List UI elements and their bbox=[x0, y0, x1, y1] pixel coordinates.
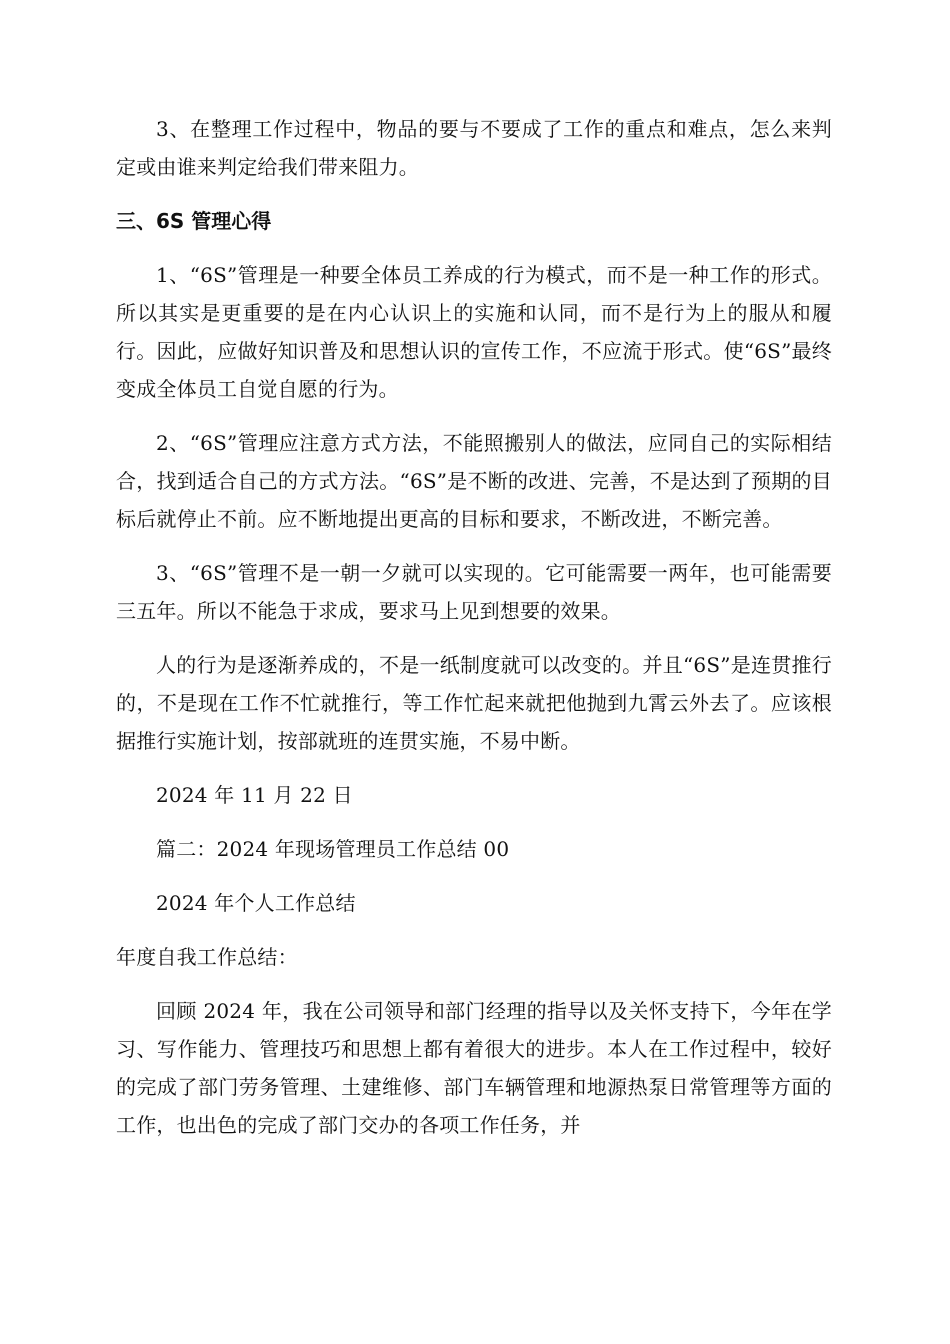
paragraph-insight-1: 1、“6S”管理是一种要全体员工养成的行为模式，而不是一种工作的形式。所以其实是更重要的是在内心认识上的实施和认同，而不是行为上的服从和履行。因此，应做好知识普及和思想认识的宣传工作，不应流于形式。使“6S”最终变成全体员工自觉自愿的行为。 bbox=[116, 263, 832, 401]
document-page bbox=[116, 110, 832, 1144]
paragraph-insight-3: 3、“6S”管理不是一朝一夕就可以实现的。它可能需要一两年，也可能需要三五年。所以不能急于求成，要求马上见到想要的效果。 bbox=[116, 561, 832, 623]
paragraph-review-2024: 回顾 2024 年，我在公司领导和部门经理的指导以及关怀支持下，今年在学习、写作能力、管理技巧和思想上都有着很大的进步。本人在工作过程中，较好的完成了部门劳务管理、土建维修、部门车辆管理和地源热泵日常管理等方面的工作，也出色的完成了部门交办的各项工作任务，并 bbox=[116, 999, 832, 1137]
paragraph-behavior: 人的行为是逐渐养成的，不是一纸制度就可以改变的。并且“6S”是连贯推行的，不是现在工作不忙就推行，等工作忙起来就把他抛到九霄云外去了。应该根据推行实施计划，按部就班的连贯实施，不易中断。 bbox=[116, 653, 832, 753]
annual-self-summary-label: 年度自我工作总结： bbox=[116, 945, 298, 969]
section-heading-6s-insights: 三、6S 管理心得 bbox=[116, 209, 272, 233]
paragraph-sorting-difficulty: 3、在整理工作过程中，物品的要与不要成了工作的重点和难点，怎么来判定或由谁来判定给我们带来阻力。 bbox=[116, 117, 832, 179]
date-line: 2024 年 11 月 22 日 bbox=[156, 783, 353, 807]
personal-summary-title: 2024 年个人工作总结 bbox=[156, 891, 356, 915]
paragraph-insight-2: 2、“6S”管理应注意方式方法，不能照搬别人的做法，应同自己的实际相结合，找到适合自己的方式方法。“6S”是不断的改进、完善，不是达到了预期的目标后就停止不前。应不断地提出更高的目标和要求，不断改进，不断完善。 bbox=[116, 431, 832, 531]
part-two-title: 篇二：2024 年现场管理员工作总结 00 bbox=[156, 837, 510, 861]
